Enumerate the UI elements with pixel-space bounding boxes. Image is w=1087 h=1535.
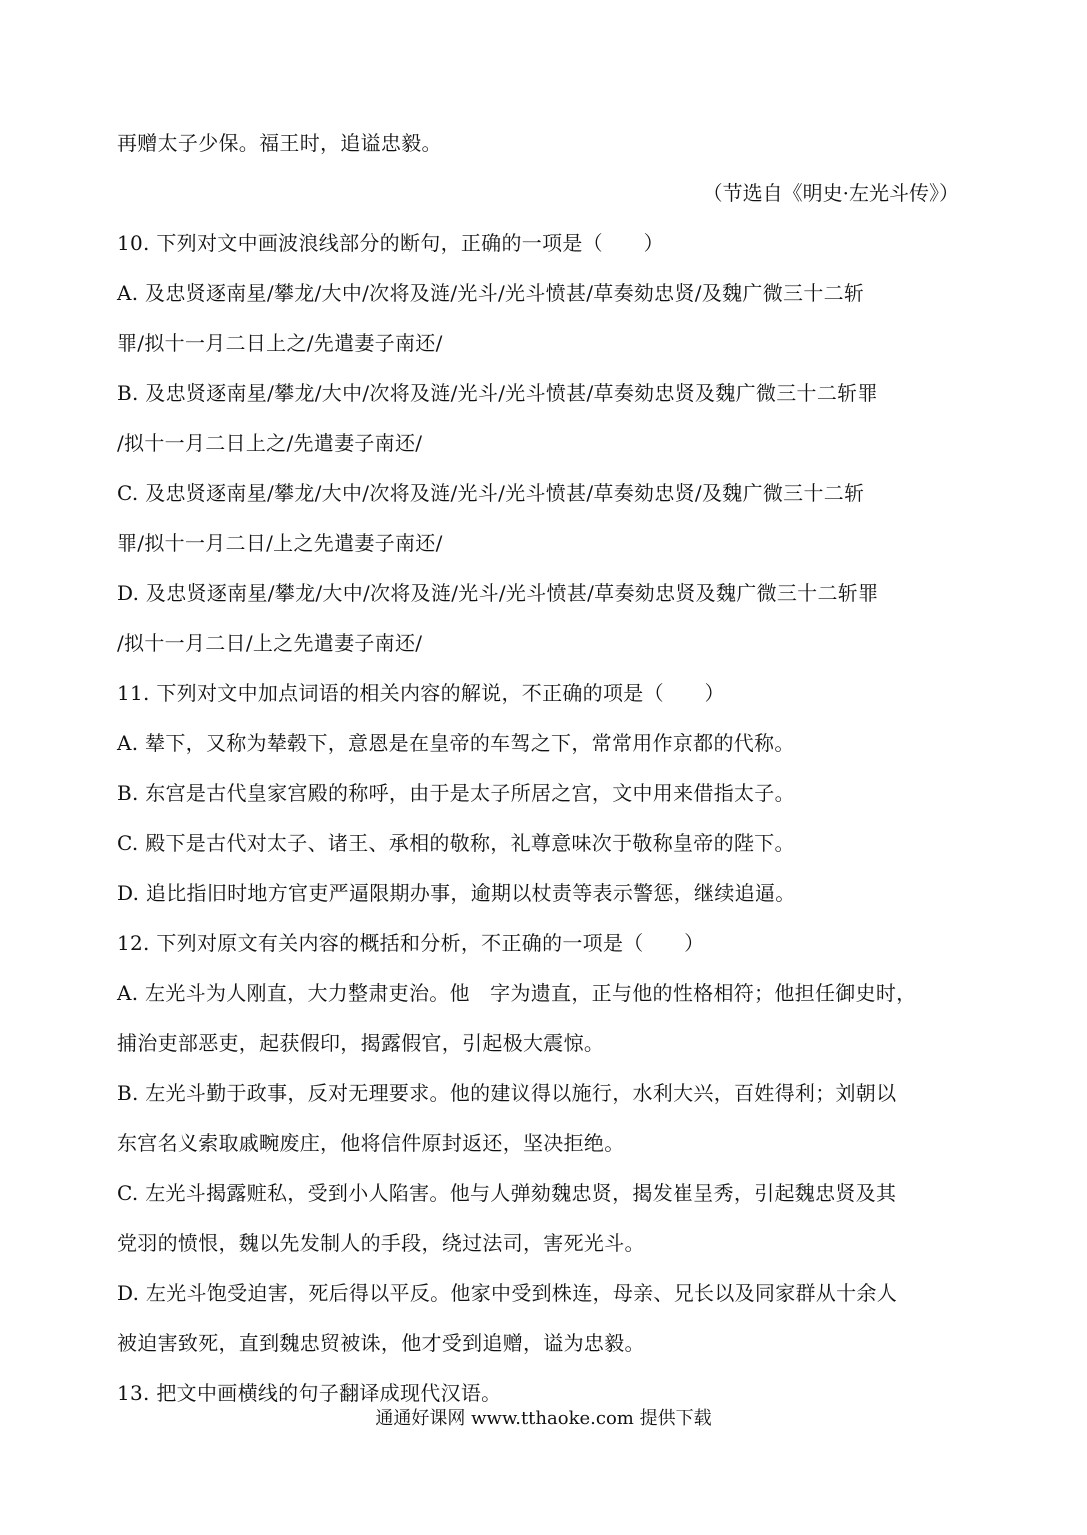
option-11c: C. 殿下是古代对太子、诸王、承相的敬称，礼尊意味次于敬称皇帝的陛下。 (117, 831, 795, 855)
option-12d-line2: 被迫害致死，直到魏忠贸被诛，他才受到追赠，谥为忠毅。 (117, 1331, 645, 1355)
option-10d-line1: D. 及忠贤逐南星/攀龙/大中/次将及涟/光斗/光斗愤甚/草奏劾忠贤及魏广微三十二斩罪 (117, 581, 879, 605)
question-10: 10. 下列对文中画波浪线部分的断句，正确的一项是（ ） (117, 231, 664, 255)
question-11: 11. 下列对文中加点词语的相关内容的解说，不正确的项是（ ） (117, 681, 725, 705)
option-11d: D. 追比指旧时地方官吏严逼限期办事，逾期以杖责等表示警惩，继续追逼。 (117, 881, 796, 905)
option-12a-line2: 捕治吏部恶吏，起获假印，揭露假官，引起极大震惊。 (117, 1031, 605, 1055)
option-12c-line2: 党羽的愤恨，魏以先发制人的手段，绕过法司，害死光斗。 (117, 1231, 645, 1255)
option-12d-line1: D. 左光斗饱受迫害，死后得以平反。他家中受到株连，母亲、兄长以及同家群从十余人 (117, 1281, 898, 1305)
option-12c-line1: C. 左光斗揭露赃私，受到小人陷害。他与人弹劾魏忠贤，揭发崔呈秀，引起魏忠贤及其 (117, 1181, 897, 1205)
option-11a: A. 辇下，又称为辇毂下，意恩是在皇帝的车驾之下，常常用作京都的代称。 (117, 731, 795, 755)
page-footer: 通通好课网 www.tthaoke.com 提供下载 (375, 1408, 712, 1429)
option-10b-line1: B. 及忠贤逐南星/攀龙/大中/次将及涟/光斗/光斗愤甚/草奏劾忠贤及魏广微三十二斩罪 (117, 381, 878, 405)
option-10a-line1: A. 及忠贤逐南星/攀龙/大中/次将及涟/光斗/光斗愤甚/草奏劾忠贤/及魏广微三十二斩 (117, 281, 865, 305)
option-12a-line1: A. 左光斗为人刚直，大力整肃吏治。他 字为遗直，正与他的性格相符；他担任御史时， (117, 981, 917, 1005)
option-10c-line1: C. 及忠贤逐南星/攀龙/大中/次将及涟/光斗/光斗愤甚/草奏劾忠贤/及魏广微三十二斩 (117, 481, 865, 505)
option-12b-line2: 东宫名义索取戚畹废庄，他将信件原封返还，坚决拒绝。 (117, 1131, 625, 1155)
option-10d-line2: /拟十一月二日/上之先遣妻子南还/ (117, 631, 423, 655)
option-10c-line2: 罪/拟十一月二日/上之先遣妻子南还/ (117, 531, 443, 555)
option-11b: B. 东宫是古代皇家宫殿的称呼，由于是太子所居之宫，文中用来借指太子。 (117, 781, 795, 805)
option-10a-line2: 罪/拟十一月二日上之/先遣妻子南还/ (117, 331, 443, 355)
question-12: 12. 下列对原文有关内容的概括和分析，不正确的一项是（ ） (117, 931, 705, 955)
text-line: 再赠太子少保。福王时，追谥忠毅。 (117, 131, 442, 155)
option-10b-line2: /拟十一月二日上之/先遣妻子南还/ (117, 431, 423, 455)
option-12b-line1: B. 左光斗勤于政事，反对无理要求。他的建议得以施行，水利大兴，百姓得利；刘朝以 (117, 1081, 897, 1105)
question-13: 13. 把文中画横线的句子翻译成现代汉语。 (117, 1381, 502, 1405)
source-citation: （节选自《明史·左光斗传》） (702, 181, 959, 205)
